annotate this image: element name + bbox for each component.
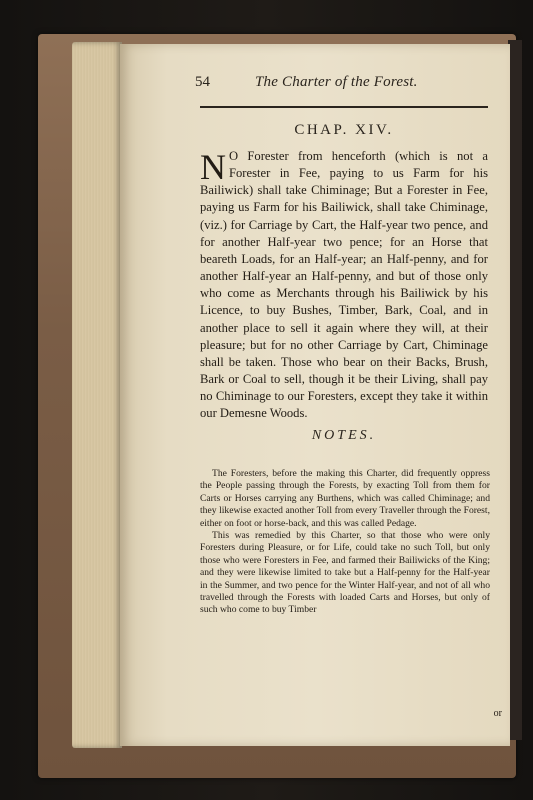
chapter-title: CHAP. XIV. <box>294 122 394 138</box>
running-head <box>195 74 495 98</box>
book-page <box>120 44 510 746</box>
head-rule <box>200 106 488 108</box>
drop-cap: N <box>200 147 226 187</box>
facing-page-edge <box>508 40 522 740</box>
chapter-body <box>200 148 488 423</box>
catchword: or <box>493 708 502 719</box>
note-paragraph: The Foresters, before the making this Charter, did frequently oppress the People passing through the Forests, by exacting Toll from them for Carts or Horses carrying any Burthens, which was called Chiminage; and they likewise exacted another Toll from every Traveller through the Forest, either on foot or horse-back, and this was called Pedage. <box>200 468 490 529</box>
running-title: The Charter of the Forest. <box>255 74 418 90</box>
chapter-body-text: O Forester from henceforth (which is not a Forester in Fee, paying to us Farm for his Bailiwick) shall take Chiminage; But a Forester in Fee, paying us Farm for his Bailiwick, shall take Chiminage, (viz.) for Carriage by Cart, the Half-year two pence, and for another Half-year two pence; for an Horse that beareth Loads, for an Half-year; an Half-penny, and for another Half-year an Half-penny, and but of those only who come as Merchants through his Bailiwick by his Licence, to buy Bushes, Timber, Bark, Coal, and in another place to sell it again where they will, at their pleasure; but for no other Carriage by Cart, Chiminage shall be taken. Those who bear on their Backs, Brush, Bark or Coal to sell, though it be their Living, shall pay no Chiminage to our Foresters, except they take it within our Demesne Woods. <box>200 149 488 421</box>
notes-body <box>200 468 490 617</box>
notes-heading: NOTES. <box>311 428 377 443</box>
note-paragraph: This was remedied by this Charter, so that those who were only Foresters during Pleasure, or for Life, could take no such Toll, but only those who were Foresters in Fee, and farmed their Bailiwicks of the King; and they were likewise limited to take but a Half-penny for the Half-year in the Summer, and two pence for the Winter Half-year, and not of all who travelled through the Forests with loaded Carts and Horses, but only of such who come to buy Timber <box>200 530 490 616</box>
page-number: 54 <box>195 74 210 90</box>
page-edges <box>72 42 122 748</box>
